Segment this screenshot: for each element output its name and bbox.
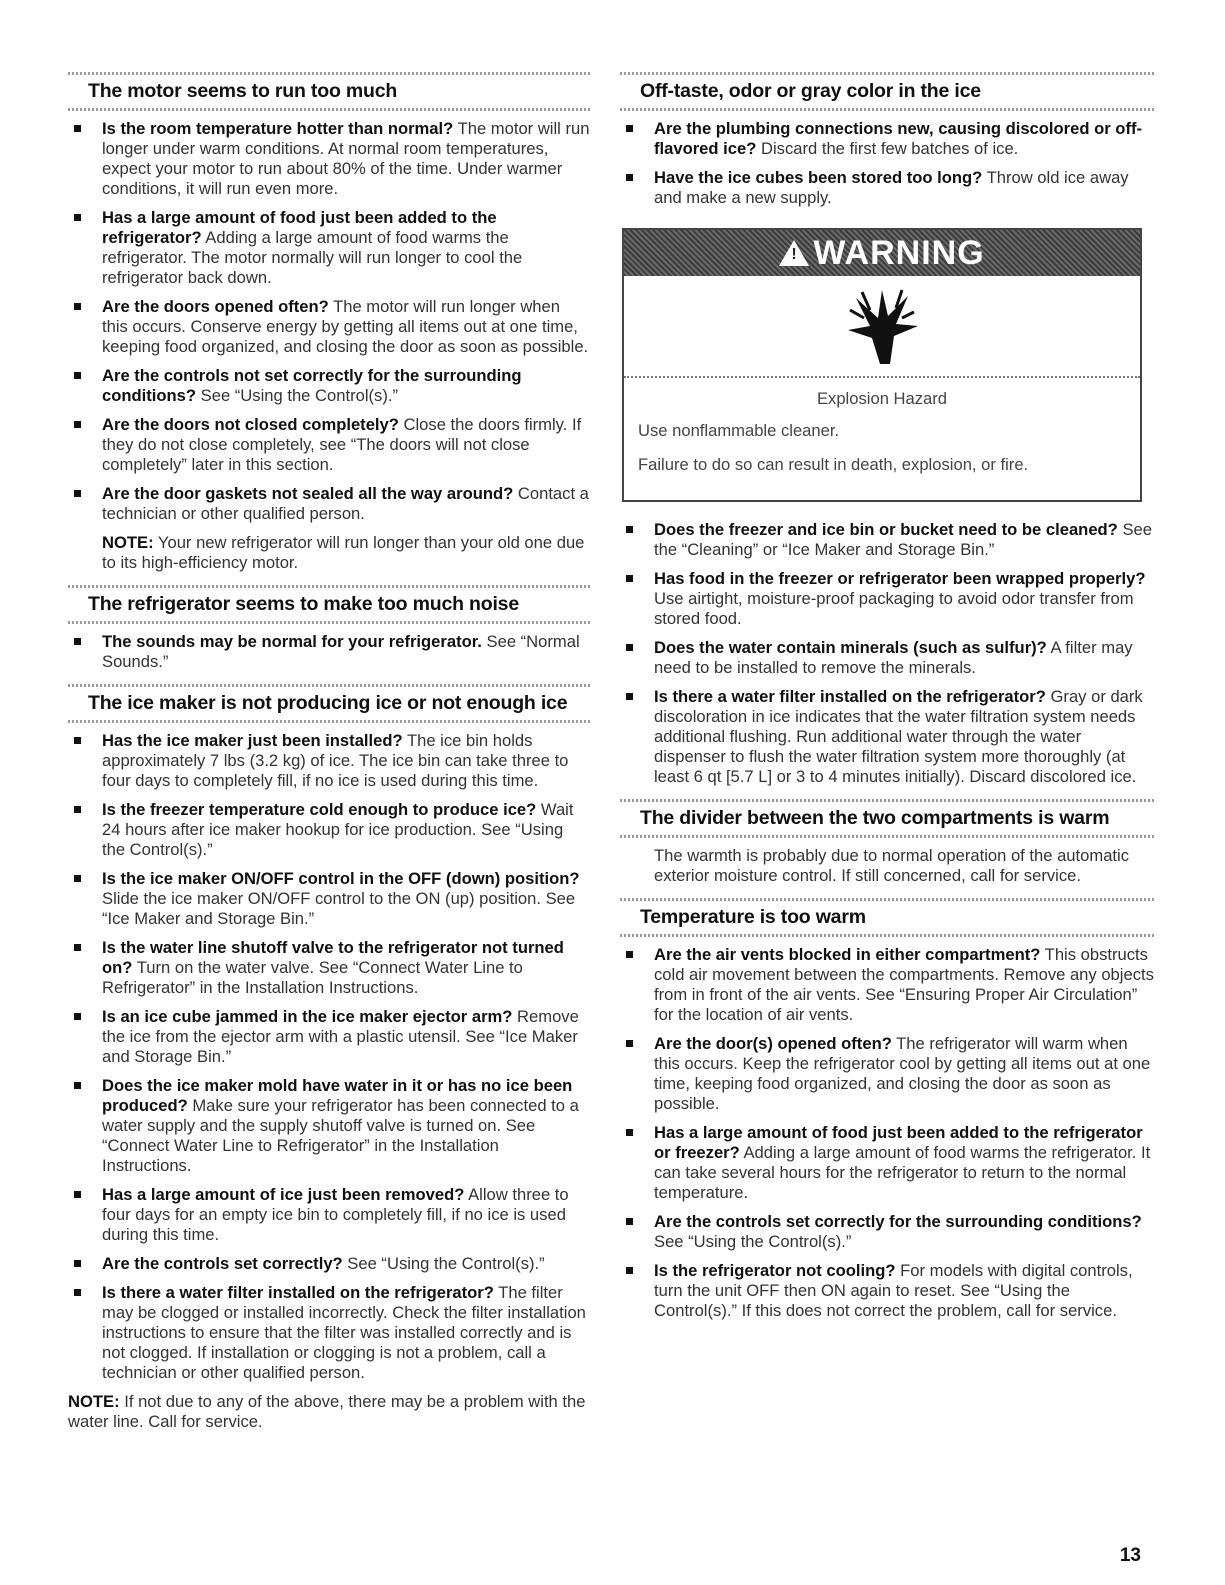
item-list — [620, 520, 1155, 787]
section-title: The motor seems to run too much — [88, 80, 398, 102]
list-item: Is the freezer temperature cold enough to produce ice? Wait 24 hours after ice maker hookup for ice production. See “Using the Control(s).” — [68, 800, 590, 860]
warning-header — [624, 230, 1140, 276]
note: NOTE: If not due to any of the above, there may be a problem with the water line. Call for service. — [68, 1392, 586, 1431]
section-heading — [620, 72, 1155, 111]
explosion-icon — [624, 276, 1140, 378]
list-item: Is there a water filter installed on the refrigerator? The filter may be clogged or installed incorrectly. Check the filter installation instructions to ensure that the filter was installed correctly and is not clogged. If installation or clogging is not a problem, call a technician or other qualified person. — [68, 1283, 590, 1383]
list-item: Are the door gaskets not sealed all the way around? Contact a technician or other qualified person. — [68, 484, 590, 524]
list-item: Has a large amount of ice just been removed? Allow three to four days for an empty ice bin to completely fill, if no ice is used during this time. — [68, 1185, 590, 1245]
item-list — [68, 632, 590, 672]
section-title: Temperature is too warm — [640, 906, 866, 928]
list-item: Are the air vents blocked in either compartment? This obstructs cold air movement between the compartments. Remove any objects from in front of the air vents. See “Ensuring Proper Air Circulation” for the location of air vents. — [620, 945, 1155, 1025]
list-item: Is there a water filter installed on the refrigerator? Gray or dark discoloration in ice indicates that the water filtration system needs additional flushing. Run additional water through the water dispenser to flush the water filtration system more thoroughly (at least 6 qt [5.7 L] or 3 to 4 minutes initially). Discard discolored ice. — [620, 687, 1155, 787]
warning-line: Use nonflammable cleaner. — [638, 421, 840, 440]
item-list — [68, 731, 590, 1383]
list-item: Does the freezer and ice bin or bucket need to be cleaned? See the “Cleaning” or “Ice Maker and Storage Bin.” — [620, 520, 1155, 560]
paragraph: The warmth is probably due to normal operation of the automatic exterior moisture control. If still concerned, call for service. — [654, 846, 1130, 885]
warning-triangle-icon: ! — [779, 240, 809, 266]
list-item: Has the ice maker just been installed? The ice bin holds approximately 7 lbs (3.2 kg) of ice. The ice bin can take three to four days to completely fill, if no ice is used during this time. — [68, 731, 590, 791]
list-item: Has food in the freezer or refrigerator been wrapped properly? Use airtight, moisture-proof packaging to avoid odor transfer from stored food. — [620, 569, 1155, 629]
list-item: Has a large amount of food just been added to the refrigerator? Adding a large amount of food warms the refrigerator. The motor normally will run longer to cool the refrigerator back down. — [68, 208, 590, 288]
list-item: Does the ice maker mold have water in it or has no ice been produced? Make sure your refrigerator has been connected to a water supply and the supply shutoff valve is turned on. See “Connect Water Line to Refrigerator” in the Installation Instructions. — [68, 1076, 590, 1176]
section-heading — [620, 799, 1155, 838]
item-list — [620, 945, 1155, 1321]
list-item: Is the water line shutoff valve to the refrigerator not turned on? Turn on the water valve. See “Connect Water Line to Refrigerator” in the Installation Instructions. — [68, 938, 590, 998]
page-number: 13 — [1119, 1545, 1141, 1566]
list-item: Is the refrigerator not cooling? For models with digital controls, turn the unit OFF then ON again to reset. See “Using the Control(s).” If this does not correct the problem, call for service. — [620, 1261, 1155, 1321]
right-column — [620, 60, 1155, 1330]
warning-box — [622, 228, 1142, 502]
item-list — [620, 119, 1155, 208]
warning-title: ! WARNING — [779, 234, 984, 273]
list-item: Is the room temperature hotter than normal? The motor will run longer under warm conditions. At normal room temperatures, expect your motor to run about 80% of the time. Under warmer conditions, it will run even more. — [68, 119, 590, 199]
section-title: Off-taste, odor or gray color in the ice — [640, 80, 981, 102]
list-item: Are the doors opened often? The motor will run longer when this occurs. Conserve energy by getting all items out at one time, keeping food organized, and closing the door as soon as possible. — [68, 297, 590, 357]
list-item: Are the controls set correctly for the surrounding conditions? See “Using the Control(s).” — [620, 1212, 1155, 1252]
list-item: Does the water contain minerals (such as sulfur)? A filter may need to be installed to remove the minerals. — [620, 638, 1155, 678]
list-item: Have the ice cubes been stored too long? Throw old ice away and make a new supply. — [620, 168, 1155, 208]
list-item: Are the door(s) opened often? The refrigerator will warm when this occurs. Keep the refrigerator cool by getting all items out at one time, keeping food organized, and closing the door as soon as possible. — [620, 1034, 1155, 1114]
list-item: Has a large amount of food just been added to the refrigerator or freezer? Adding a large amount of food warms the refrigerator. It can take several hours for the refrigerator to return to the normal temperature. — [620, 1123, 1155, 1203]
section-heading — [68, 684, 590, 723]
warning-text — [624, 378, 1140, 500]
section-title: The divider between the two compartments is warm — [640, 807, 1110, 829]
warning-hazard: Explosion Hazard — [816, 389, 948, 408]
list-item: Is the ice maker ON/OFF control in the OFF (down) position? Slide the ice maker ON/OFF control to the ON (up) position. See “Ice Maker and Storage Bin.” — [68, 869, 590, 929]
list-item: Are the controls set correctly? See “Using the Control(s).” — [68, 1254, 590, 1274]
list-item: Are the controls not set correctly for the surrounding conditions? See “Using the Control(s).” — [68, 366, 590, 406]
section-title: The refrigerator seems to make too much noise — [88, 593, 519, 615]
section-heading — [68, 72, 590, 111]
section-title: The ice maker is not producing ice or not enough ice — [88, 692, 568, 714]
section-heading — [68, 585, 590, 624]
list-item: The sounds may be normal for your refrigerator. See “Normal Sounds.” — [68, 632, 590, 672]
item-list — [68, 119, 590, 524]
list-item: Are the plumbing connections new, causing discolored or off-flavored ice? Discard the first few batches of ice. — [620, 119, 1155, 159]
list-item: Is an ice cube jammed in the ice maker ejector arm? Remove the ice from the ejector arm with a plastic utensil. See “Ice Maker and Storage Bin.” — [68, 1007, 590, 1067]
list-item: Are the doors not closed completely? Close the doors firmly. If they do not close completely, see “The doors will not close completely” later in this section. — [68, 415, 590, 475]
left-column — [68, 60, 590, 1444]
note: NOTE: Your new refrigerator will run longer than your old one due to its high-efficiency motor. — [102, 533, 585, 572]
warning-line: Failure to do so can result in death, explosion, or fire. — [638, 455, 1029, 474]
section-heading — [620, 898, 1155, 937]
